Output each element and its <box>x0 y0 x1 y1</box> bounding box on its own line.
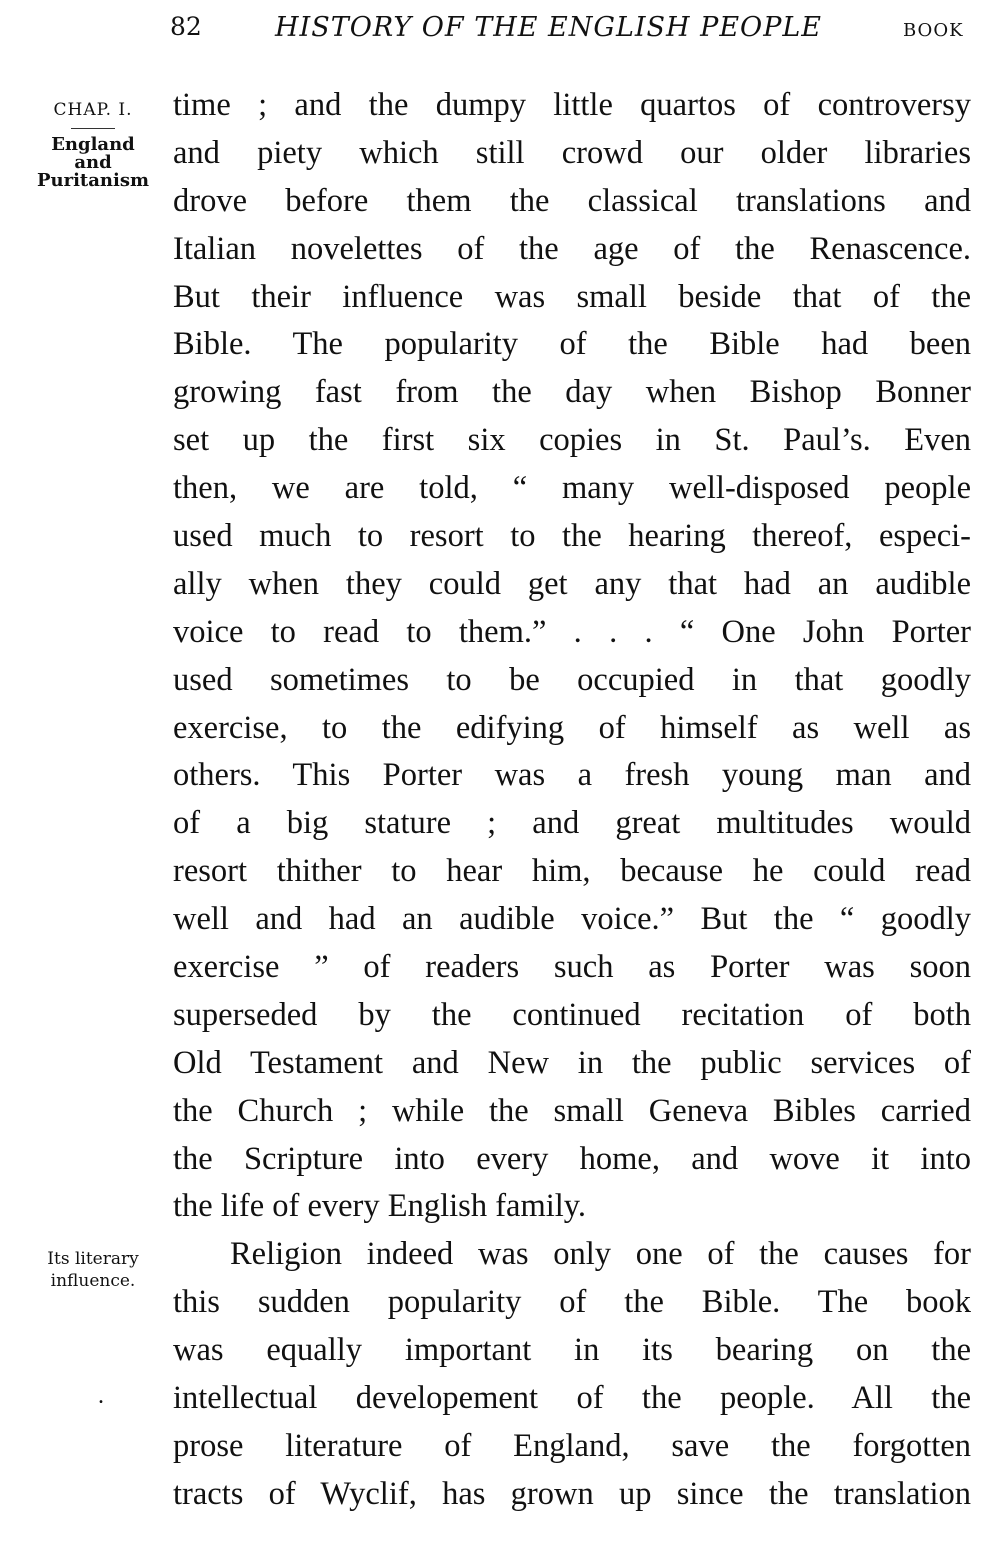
text-line: then, we are told, “ many well-disposed people <box>173 470 971 507</box>
text-line: Italian novelettes of the age of the Renascence. <box>173 230 971 267</box>
chapter-label: CHAP. I. <box>53 100 133 120</box>
section-sidenote-line3: Puritanism <box>36 170 150 191</box>
text-line: growing fast from the day when Bishop Bonner <box>173 374 971 411</box>
text-line: used sometimes to be occupied in that goodly <box>173 661 971 698</box>
page-number: 82 <box>170 12 202 41</box>
text-line: the Church ; while the small Geneva Bibles carried <box>173 1092 971 1129</box>
running-title: HISTORY OF THE ENGLISH PEOPLE <box>275 12 822 43</box>
text-line: others. This Porter was a fresh young man and <box>173 757 971 794</box>
text-line: ally when they could get any that had an audible <box>173 565 971 602</box>
text-line: Bible. The popularity of the Bible had been <box>173 326 971 363</box>
text-line: intellectual developement of the people. All the <box>173 1380 971 1417</box>
text-line: time ; and the dumpy little quartos of controversy <box>173 87 971 123</box>
text-line: voice to read to them.” . . . “ One John Porter <box>173 613 971 650</box>
text-line: of a big stature ; and great multitudes would <box>173 805 971 842</box>
literary-sidenote-line2: influence. <box>50 1271 136 1291</box>
book-label: BOOK <box>903 20 964 41</box>
text-line: Religion indeed was only one of the causes for <box>230 1236 971 1273</box>
text-line: resort thither to hear him, because he could read <box>173 853 971 890</box>
section-sidenote-line2: and <box>74 152 112 173</box>
text-line: was equally important in its bearing on the <box>173 1332 971 1369</box>
text-line: But their influence was small beside that of the <box>173 278 971 315</box>
text-line: drove before them the classical translations and <box>173 182 971 219</box>
text-line: the life of every English family. <box>173 1188 587 1225</box>
text-line: well and had an audible voice.” But the “ goodly <box>173 901 971 938</box>
margin-mark: . <box>98 1383 104 1409</box>
text-line: exercise, to the edifying of himself as well as <box>173 709 971 746</box>
text-line: exercise ” of readers such as Porter was soon <box>173 949 971 986</box>
chapter-rule <box>71 128 115 129</box>
body-text <box>173 82 971 1519</box>
text-line: prose literature of England, save the forgotten <box>173 1427 971 1464</box>
paragraph-2 <box>173 1231 971 1518</box>
chapter-sidenote <box>30 100 156 190</box>
text-line: set up the first six copies in St. Paul’s. Even <box>173 422 971 459</box>
page-header <box>0 12 1000 52</box>
text-line: superseded by the continued recitation of both <box>173 996 971 1033</box>
text-line: and piety which still crowd our older libraries <box>173 134 971 171</box>
text-line: used much to resort to the hearing thereof, especi- <box>173 518 971 555</box>
text-line: Old Testament and New in the public services of <box>173 1044 971 1081</box>
text-line: the Scripture into every home, and wove it into <box>173 1140 971 1177</box>
text-line: this sudden popularity of the Bible. The book <box>173 1284 971 1321</box>
text-line: tracts of Wyclif, has grown up since the translation <box>173 1475 971 1512</box>
section-sidenote-line1: England <box>51 134 135 155</box>
literary-sidenote-line1: Its literary <box>47 1249 139 1269</box>
literary-sidenote <box>30 1248 156 1292</box>
paragraph-1 <box>173 82 971 1231</box>
